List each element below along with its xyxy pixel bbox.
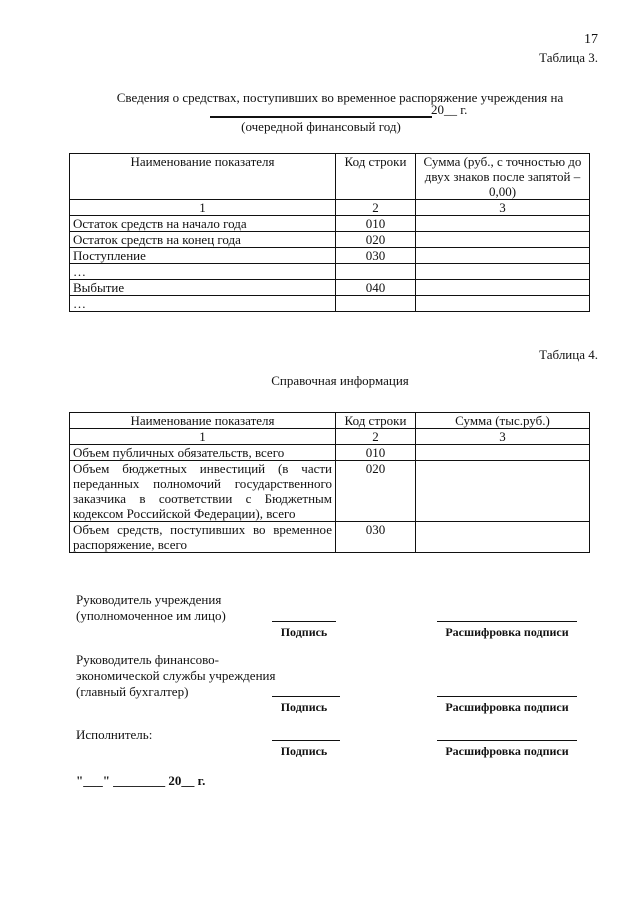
col-number: 2 xyxy=(336,429,416,445)
signature-title-executor: Исполнитель: xyxy=(76,727,153,742)
name-caption: Расшифровка подписи xyxy=(445,625,569,639)
row-code xyxy=(336,264,416,280)
table-row xyxy=(70,445,590,461)
table-row xyxy=(70,232,590,248)
row-name: … xyxy=(70,296,336,312)
period-blank-line xyxy=(210,102,432,117)
row-code: 020 xyxy=(336,232,416,248)
row-name: … xyxy=(70,264,336,280)
signature-caption: Подпись xyxy=(280,700,328,714)
col-number: 3 xyxy=(416,200,590,216)
row-sum[interactable] xyxy=(416,461,590,522)
row-code: 010 xyxy=(336,445,416,461)
row-name: Поступление xyxy=(70,248,336,264)
row-code: 030 xyxy=(336,522,416,553)
table4 xyxy=(69,412,590,553)
column-number-row xyxy=(70,429,590,445)
name-caption: Расшифровка подписи xyxy=(445,700,569,714)
row-sum[interactable] xyxy=(416,216,590,232)
row-sum[interactable] xyxy=(416,445,590,461)
name-line[interactable] xyxy=(437,621,577,622)
row-sum[interactable] xyxy=(416,522,590,553)
col-number: 3 xyxy=(416,429,590,445)
row-sum[interactable] xyxy=(416,280,590,296)
table3 xyxy=(69,153,590,312)
table3-title: Сведения о средствах, поступивших во временное распоряжение учреждения на xyxy=(116,90,564,105)
period-year: 20__ г. xyxy=(431,102,468,117)
row-code xyxy=(336,296,416,312)
header-sum: Сумма (руб., с точностью до двух знаков после запятой – 0,00) xyxy=(416,154,590,200)
row-name: Объем бюджетных инвестиций (в части переданных полномочий государственного заказчика в соответствии с Бюджетным кодексом Российской Федерации), всего xyxy=(70,461,336,522)
row-name: Остаток средств на начало года xyxy=(70,216,336,232)
table-row xyxy=(70,522,590,553)
row-sum[interactable] xyxy=(416,232,590,248)
column-number-row xyxy=(70,200,590,216)
table-row xyxy=(70,296,590,312)
table-row xyxy=(70,264,590,280)
table-row xyxy=(70,461,590,522)
row-code: 040 xyxy=(336,280,416,296)
period-caption: (очередной финансовый год) xyxy=(210,117,432,135)
name-caption: Расшифровка подписи xyxy=(445,744,569,758)
col-number: 1 xyxy=(70,429,336,445)
header-name: Наименование показателя xyxy=(70,154,336,200)
row-sum[interactable] xyxy=(416,248,590,264)
col-number: 2 xyxy=(336,200,416,216)
table-header-row xyxy=(70,413,590,429)
table3-label: Таблица 3. xyxy=(539,50,598,65)
header-sum: Сумма (тыс.руб.) xyxy=(416,413,590,429)
page-number: 17 xyxy=(584,32,598,47)
date-line[interactable]: "___" ________ 20__ г. xyxy=(76,773,206,788)
header-code: Код строки xyxy=(336,154,416,200)
table-row xyxy=(70,280,590,296)
table-row xyxy=(70,248,590,264)
col-number: 1 xyxy=(70,200,336,216)
table-row xyxy=(70,216,590,232)
row-name: Выбытие xyxy=(70,280,336,296)
row-code: 030 xyxy=(336,248,416,264)
row-code: 020 xyxy=(336,461,416,522)
signature-line[interactable] xyxy=(272,696,340,697)
table4-label: Таблица 4. xyxy=(539,347,598,362)
table-header-row xyxy=(70,154,590,200)
table4-title: Справочная информация xyxy=(271,373,409,388)
row-sum[interactable] xyxy=(416,296,590,312)
header-name: Наименование показателя xyxy=(70,413,336,429)
name-line[interactable] xyxy=(437,696,577,697)
row-name: Объем публичных обязательств, всего xyxy=(70,445,336,461)
signature-title-accountant: Руководитель финансово- экономической службы учреждения (главный бухгалтер) xyxy=(76,652,276,699)
row-sum[interactable] xyxy=(416,264,590,280)
row-name: Объем средств, поступивших во временное распоряжение, всего xyxy=(70,522,336,553)
row-name: Остаток средств на конец года xyxy=(70,232,336,248)
signature-caption: Подпись xyxy=(280,625,328,639)
signature-line[interactable] xyxy=(272,740,340,741)
signature-line[interactable] xyxy=(272,621,336,622)
header-code: Код строки xyxy=(336,413,416,429)
signature-title-head: Руководитель учреждения (уполномоченное им лицо) xyxy=(76,592,226,623)
name-line[interactable] xyxy=(437,740,577,741)
row-code: 010 xyxy=(336,216,416,232)
signature-caption: Подпись xyxy=(280,744,328,758)
